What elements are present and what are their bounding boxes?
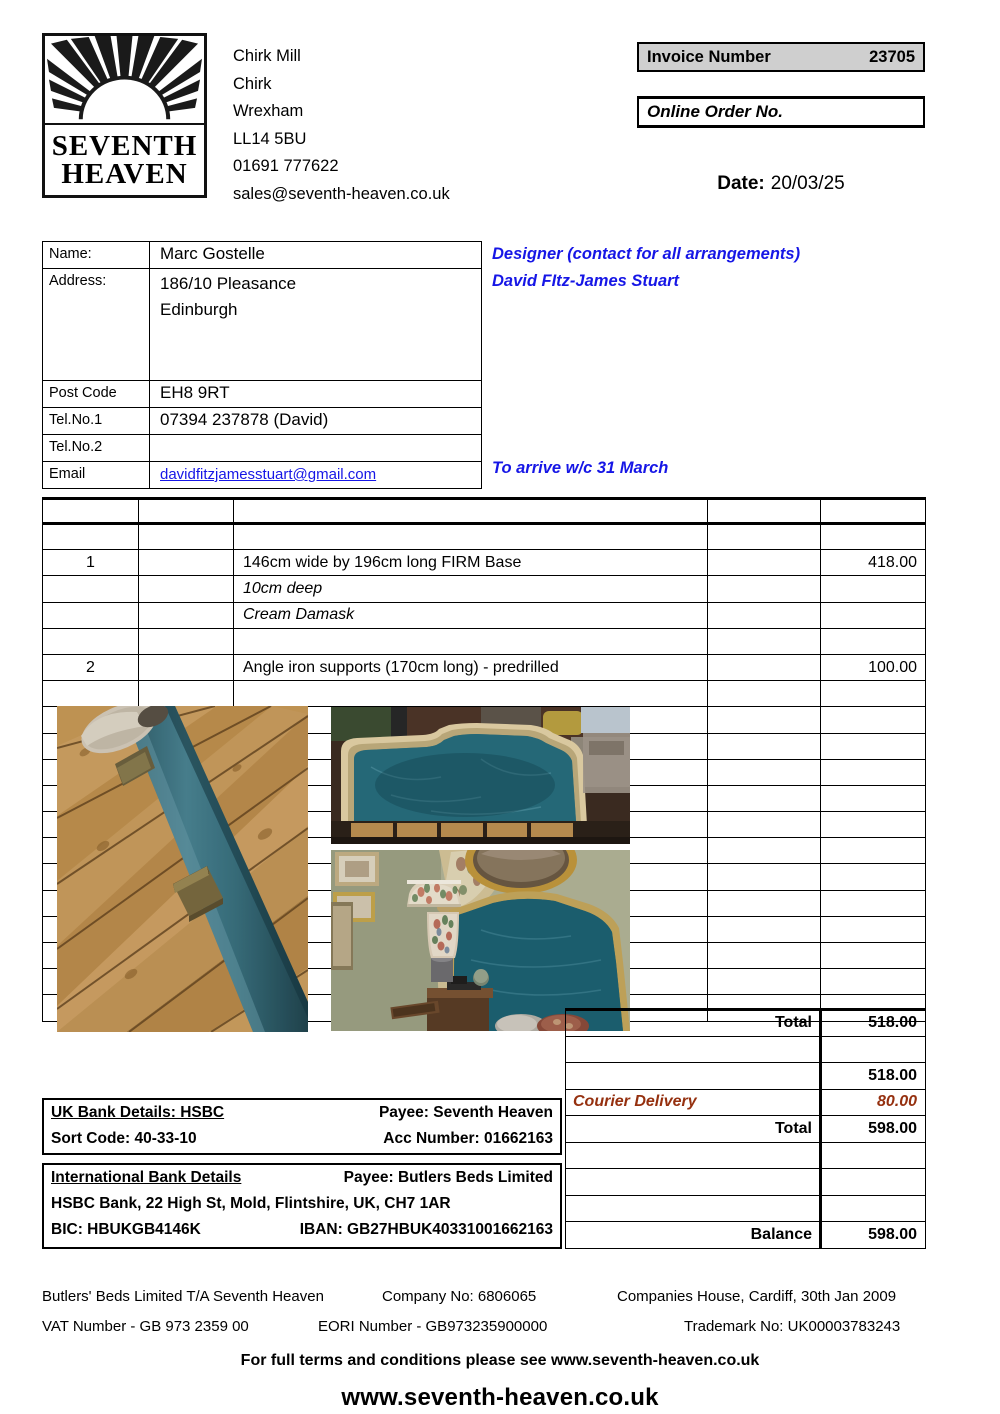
- address-line-1: Chirk Mill: [233, 47, 301, 65]
- company-logo: [42, 33, 207, 198]
- invoice-date: [637, 173, 925, 195]
- int-bank-address: HSBC Bank, 22 High St, Mold, Flintshire, UK, CH7 1AR: [51, 1195, 451, 1212]
- product-photo-headboard: [331, 707, 630, 844]
- name-value: Marc Gostelle: [150, 242, 482, 269]
- invoice-number-box: [637, 42, 925, 72]
- delivery-note: To arrive w/c 31 March: [492, 459, 669, 477]
- email-link[interactable]: davidfitzjamesstuart@gmail.com: [160, 466, 377, 483]
- footer-website[interactable]: www.seventh-heaven.co.uk: [341, 1384, 659, 1411]
- footer-company-name: Butlers' Beds Limited T/A Seventh Heaven: [42, 1288, 324, 1305]
- logo-word-line2: HEAVEN: [61, 158, 188, 190]
- address-postcode: LL14 5BU: [233, 129, 307, 148]
- int-bank-bic: BIC: HBUKGB4146K: [51, 1221, 201, 1238]
- int-bank-payee: Payee: Butlers Beds Limited: [343, 1169, 553, 1186]
- int-bank-row-3: [44, 1217, 560, 1243]
- item-qty: [43, 576, 139, 602]
- table-row: [43, 654, 926, 680]
- designer-note-line2: David FItz-James Stuart: [492, 272, 680, 290]
- item-amount: 100.00: [821, 654, 926, 680]
- table-row: [43, 681, 926, 707]
- designer-note-line1: Designer (contact for all arrangements): [492, 245, 801, 263]
- int-bank-row-2: [44, 1191, 560, 1217]
- uk-bank-row-2: [44, 1126, 560, 1152]
- customer-details-table: [42, 241, 482, 489]
- uk-bank-sort-code: Sort Code: 40-33-10: [51, 1130, 197, 1147]
- table-row: [43, 628, 926, 654]
- totals-table: [565, 1008, 926, 1249]
- tel1-label: Tel.No.1: [43, 408, 150, 435]
- tel1-value: 07394 237878 (David): [150, 408, 482, 435]
- subtotal-value: 518.00: [821, 1063, 926, 1090]
- online-order-label: Online Order No.: [647, 102, 784, 121]
- footer-trademark-no: Trademark No: UK00003783243: [684, 1318, 901, 1335]
- table-row: [566, 1036, 926, 1063]
- customer-address-line2: Edinburgh: [160, 300, 238, 319]
- item-desc: Cream Damask: [234, 602, 708, 628]
- sunburst-icon: [45, 36, 204, 125]
- customer-address-line1: 186/10 Pleasance: [160, 274, 297, 293]
- int-bank-iban: IBAN: GB27HBUK40331001662163: [299, 1221, 553, 1238]
- item-amount: 418.00: [821, 550, 926, 576]
- header-spacer-2: [708, 499, 821, 524]
- logo-wordmark: [45, 125, 204, 195]
- address-label: Address:: [43, 269, 150, 381]
- item-desc: 146cm wide by 196cm long FIRM Base: [234, 550, 708, 576]
- table-row: [43, 269, 482, 381]
- total-row: [566, 1010, 926, 1037]
- header-qty: [43, 499, 139, 524]
- uk-bank-row-1: [44, 1100, 560, 1126]
- date-value: 20/03/25: [770, 173, 845, 194]
- footer-vat-number: VAT Number - GB 973 2359 00: [42, 1318, 249, 1335]
- table-row: [43, 242, 482, 269]
- table-row: [43, 524, 926, 550]
- company-phone: 01691 777622: [233, 157, 339, 175]
- company-address: [233, 43, 450, 208]
- postcode-value: EH8 9RT: [150, 381, 482, 408]
- tel2-value: [150, 435, 482, 462]
- table-row: [43, 602, 926, 628]
- table-row: [43, 381, 482, 408]
- uk-bank-payee: Payee: Seventh Heaven: [378, 1104, 553, 1121]
- balance-value: 598.00: [821, 1222, 926, 1249]
- table-row: [566, 1195, 926, 1222]
- courier-row: [566, 1089, 926, 1116]
- table-row: [43, 462, 482, 489]
- footer-eori-number: EORI Number - GB973235900000: [318, 1318, 548, 1335]
- item-qty: 1: [43, 550, 139, 576]
- uk-bank-acc-number: Acc Number: 01662163: [383, 1130, 553, 1147]
- footer-company-no: Company No: 6806065: [382, 1288, 537, 1305]
- item-qty: [43, 628, 139, 654]
- balance-row: [566, 1222, 926, 1249]
- int-bank-title: International Bank Details: [51, 1169, 242, 1186]
- table-row: [43, 550, 926, 576]
- table-row: [43, 576, 926, 602]
- uk-bank-title: UK Bank Details: HSBC: [51, 1104, 225, 1121]
- email-label: Email: [43, 462, 150, 489]
- int-bank-row-1: [44, 1165, 560, 1191]
- subtotal-row: [566, 1063, 926, 1090]
- header-spacer-1: [139, 499, 234, 524]
- grand-total-value: 598.00: [821, 1116, 926, 1143]
- item-qty: 2: [43, 654, 139, 680]
- table-row: [43, 408, 482, 435]
- footer-companies-house: Companies House, Cardiff, 30th Jan 2009: [617, 1288, 897, 1305]
- courier-label: Courier Delivery: [566, 1089, 821, 1116]
- item-desc: Angle iron supports (170cm long) - predrilled: [234, 654, 708, 680]
- item-amount: [821, 628, 926, 654]
- footer-row-2: [0, 1318, 1000, 1348]
- postcode-label: Post Code: [43, 381, 150, 408]
- product-photo-bed-rail: [57, 706, 308, 1032]
- company-email: sales@seventh-heaven.co.uk: [233, 184, 450, 203]
- table-row: [566, 1142, 926, 1169]
- name-label: Name:: [43, 242, 150, 269]
- total-value: 518.00: [821, 1010, 926, 1037]
- tel2-label: Tel.No.2: [43, 435, 150, 462]
- balance-label: Balance: [566, 1222, 821, 1249]
- product-photo-bedroom-scene: [331, 850, 630, 1031]
- table-row: [43, 435, 482, 462]
- courier-value: 80.00: [821, 1089, 926, 1116]
- date-label: Date:: [717, 173, 765, 194]
- item-desc: 10cm deep: [234, 576, 708, 602]
- logo-word-line1: SEVENTH: [51, 129, 198, 162]
- invoice-footer: [0, 1288, 1000, 1412]
- address-line-3: Wrexham: [233, 102, 304, 120]
- item-amount: [821, 576, 926, 602]
- header-description: [234, 499, 708, 524]
- grand-total-row: [566, 1116, 926, 1143]
- grand-total-label: Total: [566, 1116, 821, 1143]
- item-amount: [821, 602, 926, 628]
- address-value: [150, 269, 482, 381]
- invoice-number-label: Invoice Number: [647, 47, 771, 66]
- footer-terms: For full terms and conditions please see www.seventh-heaven.co.uk: [240, 1352, 760, 1369]
- uk-bank-details: [42, 1098, 562, 1155]
- address-line-2: Chirk: [233, 74, 272, 93]
- item-qty: [43, 602, 139, 628]
- invoice-header: [0, 0, 1000, 215]
- total-label: Total: [566, 1010, 821, 1037]
- online-order-box: [637, 96, 925, 128]
- footer-row-1: [0, 1288, 1000, 1318]
- table-row: [566, 1169, 926, 1196]
- header-amount: [821, 499, 926, 524]
- invoice-number-value: 23705: [869, 47, 915, 66]
- international-bank-details: [42, 1163, 562, 1249]
- items-header-row: [43, 499, 926, 524]
- item-desc: [234, 628, 708, 654]
